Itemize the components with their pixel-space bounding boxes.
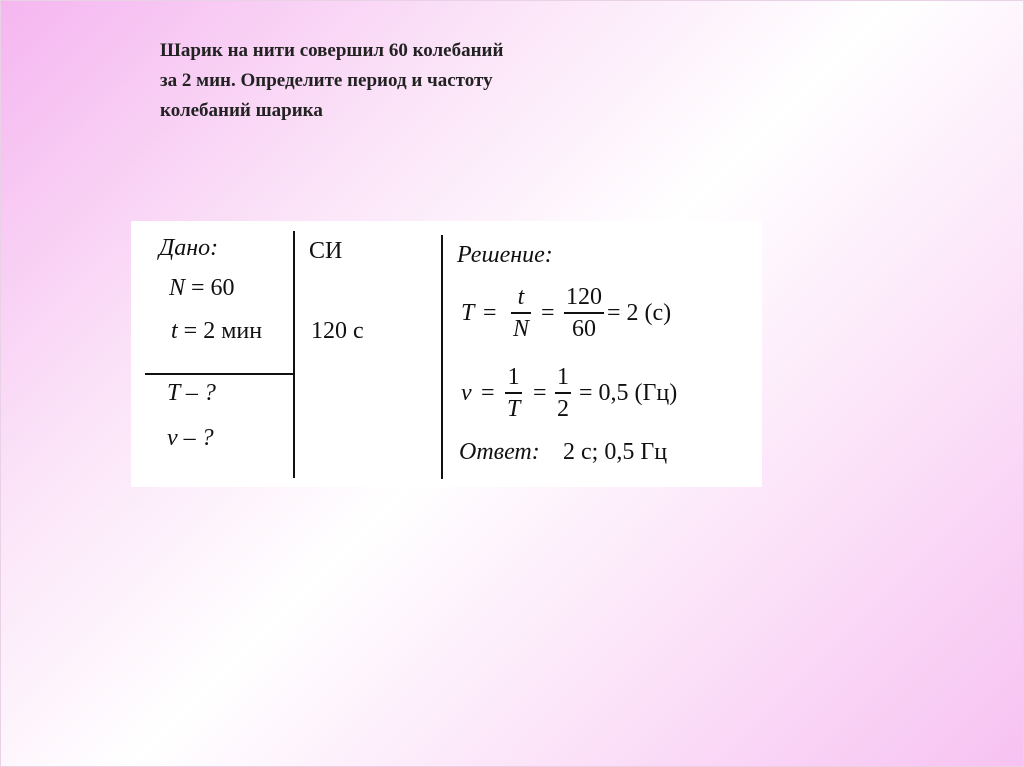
- equals-sign: =: [533, 380, 547, 406]
- equals-sign: =: [481, 380, 495, 406]
- fraction-numerator: 120: [566, 284, 602, 310]
- fraction-denominator: 2: [557, 396, 569, 422]
- column-divider-si: [441, 235, 443, 479]
- n-value: = 60: [191, 275, 235, 301]
- given-find-divider: [145, 373, 295, 375]
- fraction-numerator: 1: [557, 364, 569, 390]
- find-frequency: ν – ?: [167, 425, 214, 451]
- t-symbol: t: [171, 318, 178, 344]
- fraction-denominator: T: [507, 396, 521, 422]
- fraction-t-over-n: [511, 285, 531, 341]
- fraction-120-over-60: [564, 285, 604, 341]
- given-header: Дано:: [159, 235, 219, 261]
- fraction-denominator: 60: [572, 316, 596, 342]
- answer-label: Ответ:: [459, 439, 540, 465]
- given-n: [169, 276, 235, 300]
- frequency-symbol: ν: [461, 380, 472, 406]
- fraction-numerator: t: [517, 284, 525, 310]
- given-t: [171, 319, 262, 343]
- period-symbol: T: [461, 300, 475, 326]
- n-symbol: N: [169, 275, 186, 301]
- equals-sign: =: [541, 300, 555, 326]
- problem-line-1: Шарик на нити совершил 60 колебаний: [160, 40, 504, 61]
- problem-line-2: за 2 мин. Определите период и частоту: [160, 70, 493, 91]
- si-header: СИ: [309, 238, 343, 264]
- column-divider-given: [293, 231, 295, 478]
- period-result: = 2 (с): [607, 300, 672, 326]
- solution-header: Решение:: [457, 242, 553, 268]
- t-value: = 2 мин: [183, 318, 263, 344]
- problem-statement: [160, 36, 640, 126]
- fraction-1-over-2: [555, 365, 571, 421]
- answer-value: 2 с; 0,5 Гц: [563, 439, 668, 465]
- frequency-result: = 0,5 (Гц): [579, 380, 678, 406]
- equals-sign: =: [483, 300, 497, 326]
- fraction-1-over-t: [505, 365, 522, 421]
- find-period: T – ?: [167, 380, 216, 406]
- solution-table: [131, 221, 762, 487]
- si-time-value: 120 с: [311, 318, 364, 344]
- fraction-numerator: 1: [507, 364, 520, 390]
- fraction-denominator: N: [513, 316, 530, 342]
- problem-line-3: колебаний шарика: [160, 100, 323, 121]
